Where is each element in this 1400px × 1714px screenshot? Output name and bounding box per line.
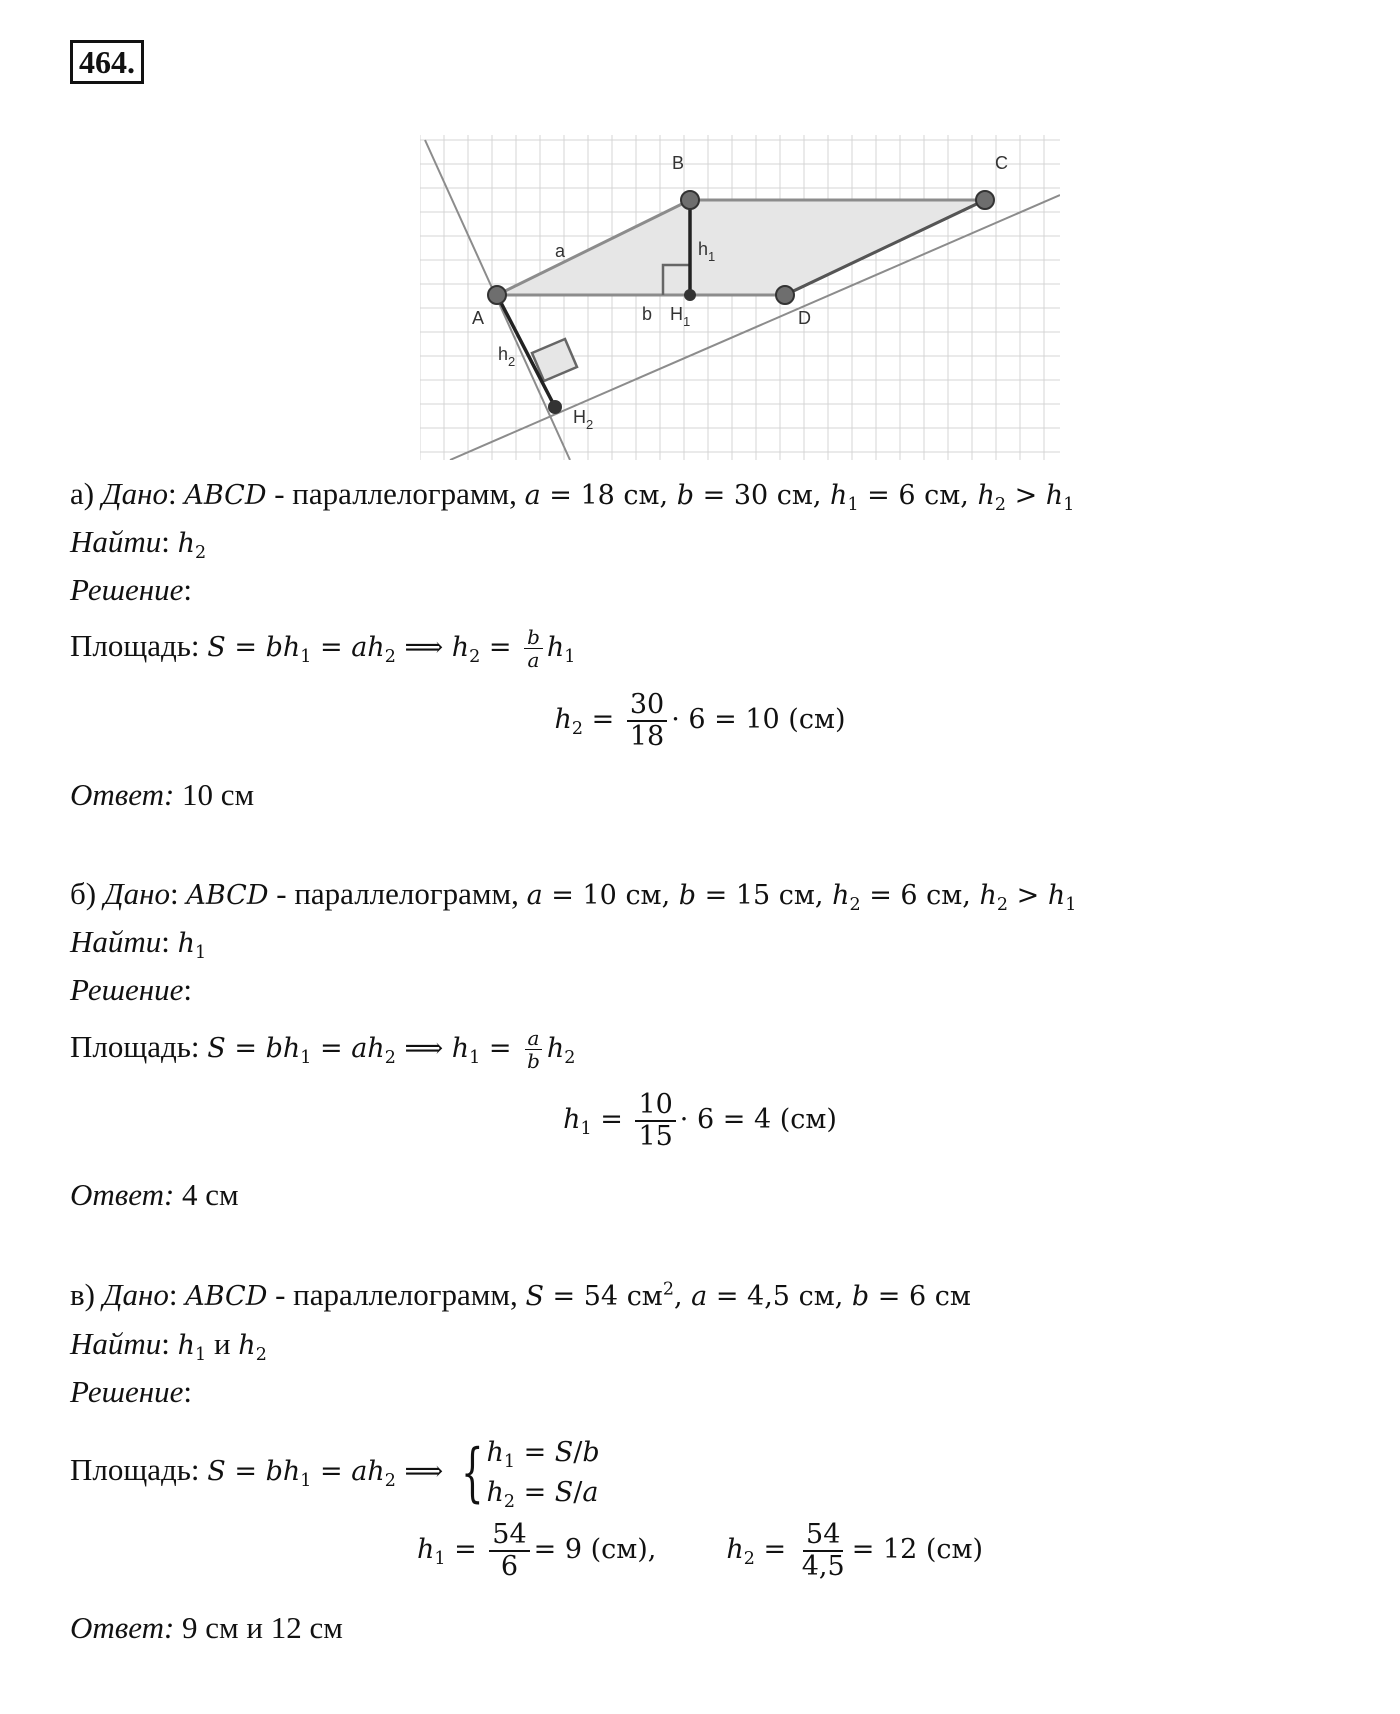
part-a-desc: - параллелограмм,	[266, 476, 525, 511]
label-c: C	[995, 153, 1008, 173]
part-a-calc-mult: 6	[688, 704, 706, 736]
parallelogram-abcd	[497, 200, 985, 295]
part-a-solution-word: Решение	[70, 572, 184, 607]
point-h1	[684, 289, 696, 301]
part-a-a-value: 18 см	[580, 480, 660, 511]
label-h1-letter: h	[698, 239, 709, 259]
part-c-given-word: Дано	[102, 1277, 169, 1312]
part-c-answer-word: Ответ:	[70, 1610, 175, 1645]
part-a-calc-result: 10 (см)	[745, 704, 846, 736]
part-a-answer-word: Ответ:	[70, 777, 175, 812]
part-a-find-word: Найти	[70, 524, 162, 559]
part-a-calc-num: 30	[627, 690, 667, 722]
part-b-calc-den: 15	[638, 1120, 673, 1152]
part-c-h2-num: 54	[803, 1520, 843, 1552]
part-b-desc: - параллелограмм,	[268, 876, 527, 911]
part-c-area-label: Площадь:	[70, 1452, 208, 1487]
part-a-given: а) Дано: ABCD - параллелограмм, a = 18 см, b = 30 см, $h_1 = 6$ см, $h_2 > h_1$	[70, 476, 1075, 516]
part-b-answer	[70, 1175, 239, 1215]
part-b-find-word: Найти	[70, 924, 162, 959]
part-c-h2-den: 4,5	[801, 1550, 845, 1582]
part-c-s-value: 54 см	[583, 1281, 663, 1312]
part-c-find-and: и	[206, 1326, 239, 1361]
point-h2	[548, 400, 562, 414]
part-b-find-colon: :	[161, 924, 170, 959]
part-b-a-value: 10 см	[582, 880, 662, 911]
part-b-solution-colon: :	[183, 972, 192, 1007]
label-side-b: b	[642, 304, 653, 324]
part-a-answer-value: 10 см	[174, 777, 255, 812]
part-b-given: б) Дано: ABCD - параллелограмм, a = 10 см, b = 15 см, $h_2 = 6$ см, $h_2 > h_1$	[70, 876, 1077, 916]
label-foot-h1-letter: H	[670, 304, 683, 324]
part-c-h1-den: 6	[500, 1550, 519, 1582]
part-c-system: { $h_1 = S/b$ $h_2 = S/a$	[460, 1435, 600, 1512]
part-a-given-colon: :	[167, 476, 177, 511]
part-b-area: Площадь: $S = bh_1 = ah_2$ ⟹ $h_1$ = $\frac{a}{b}$ $h_2$	[70, 1026, 576, 1073]
part-b-given-word: Дано	[103, 876, 170, 911]
part-b-calc-mult: 6	[696, 1104, 715, 1136]
part-c-given-colon: :	[168, 1277, 178, 1312]
part-b-calc-result: 4 (см)	[753, 1104, 837, 1136]
grid	[420, 135, 1060, 460]
part-c-h2-result: 12 (см)	[882, 1534, 984, 1566]
label-a: A	[472, 308, 485, 328]
part-c-area: Площадь: $S = bh_1 = ah_2$ ⟹ { $h_1 = S/b$ $h_2 = S/a$	[70, 1425, 600, 1517]
part-a-h1-value: 6 см	[898, 480, 961, 511]
part-c-given: в) Дано: ABCD - параллелограмм, S = 54 $см^2$, a = 4,5 см, b = 6 см	[70, 1277, 971, 1312]
label-h2-sub: 2	[508, 354, 516, 369]
part-a-find: Найти: $h_2$	[70, 524, 207, 564]
part-a-answer	[70, 775, 254, 815]
figure-svg	[420, 135, 1060, 460]
part-b-calculation: $h_1$ = $\frac{10}{15}$ · 6 = 4 (см)	[563, 1089, 837, 1152]
part-b-answer-value: 4 см	[174, 1177, 239, 1212]
part-b-prefix: б)	[70, 876, 97, 911]
part-a-given-word: Дано	[101, 476, 168, 511]
part-b-figure-name: ABCD	[186, 880, 269, 911]
part-a-area-label: Площадь:	[70, 628, 208, 663]
part-b-solution	[70, 970, 192, 1010]
part-c-b-value: 6 см	[908, 1281, 971, 1312]
part-a-area: Площадь: $S = bh_1 = ah_2$ ⟹ $h_2$ = $\frac{b}{a}$ $h_1$	[70, 625, 576, 672]
part-b-given-colon: :	[169, 876, 179, 911]
part-b-solution-word: Решение	[70, 972, 184, 1007]
part-c-h1-result: 9 (см),	[564, 1534, 657, 1566]
point-b	[681, 191, 699, 209]
part-c-answer-value: 9 см и 12 см	[174, 1610, 343, 1645]
label-b: B	[672, 153, 685, 173]
part-a-prefix: а)	[70, 476, 95, 511]
part-b-answer-word: Ответ:	[70, 1177, 175, 1212]
part-b-h2-value: 6 см	[900, 880, 963, 911]
part-c-figure-name: ABCD	[185, 1281, 268, 1312]
part-c-a-value: 4,5 см	[747, 1281, 835, 1312]
part-c-desc: - параллелограмм,	[267, 1277, 526, 1312]
part-c-find-word: Найти	[70, 1326, 162, 1361]
label-side-a: a	[555, 241, 566, 261]
parallelogram-figure	[420, 135, 1060, 460]
part-c-h1-num: 54	[489, 1520, 529, 1552]
part-b-area-label: Площадь:	[70, 1029, 208, 1064]
part-a-solution-colon: :	[183, 572, 192, 607]
part-a-figure-name: ABCD	[184, 480, 267, 511]
part-c-solution-word: Решение	[70, 1374, 184, 1409]
part-b-calc-num: 10	[635, 1090, 675, 1122]
part-c-solution-colon: :	[183, 1374, 192, 1409]
part-b-b-value: 15 см	[735, 880, 815, 911]
part-a-solution	[70, 570, 192, 610]
point-c	[976, 191, 994, 209]
part-c-solution	[70, 1372, 192, 1412]
part-c-calculation: $h_1$ = $\frac{54}{6}$ = 9 (см), $h_2$ = $\frac{54}{4,5}$ = 12 (см)	[416, 1519, 984, 1582]
label-h1-sub: 1	[708, 249, 716, 264]
part-c-find: Найти: $h_1$ и $h_2$	[70, 1326, 267, 1366]
point-d	[776, 286, 794, 304]
label-foot-h1-sub: 1	[683, 314, 691, 329]
part-c-prefix: в)	[70, 1277, 95, 1312]
part-a-calc-den: 18	[629, 720, 665, 752]
part-a-calculation: $h_2$ = $\frac{30}{18}$ · 6 = 10 (см)	[554, 689, 846, 752]
label-foot-h2-sub: 2	[586, 417, 594, 432]
part-c-find-colon: :	[161, 1326, 170, 1361]
label-h2-letter: h	[498, 344, 509, 364]
problem-number: 464.	[70, 40, 144, 84]
label-foot-h2-letter: H	[573, 407, 586, 427]
label-d: D	[798, 308, 811, 328]
point-a	[488, 286, 506, 304]
part-a-b-value: 30 см	[733, 480, 813, 511]
part-b-find: Найти: $h_1$	[70, 924, 207, 964]
part-c-s-power: 2	[662, 1279, 674, 1300]
part-a-find-colon: :	[161, 524, 170, 559]
label-h2	[498, 344, 515, 369]
part-c-answer	[70, 1608, 343, 1648]
